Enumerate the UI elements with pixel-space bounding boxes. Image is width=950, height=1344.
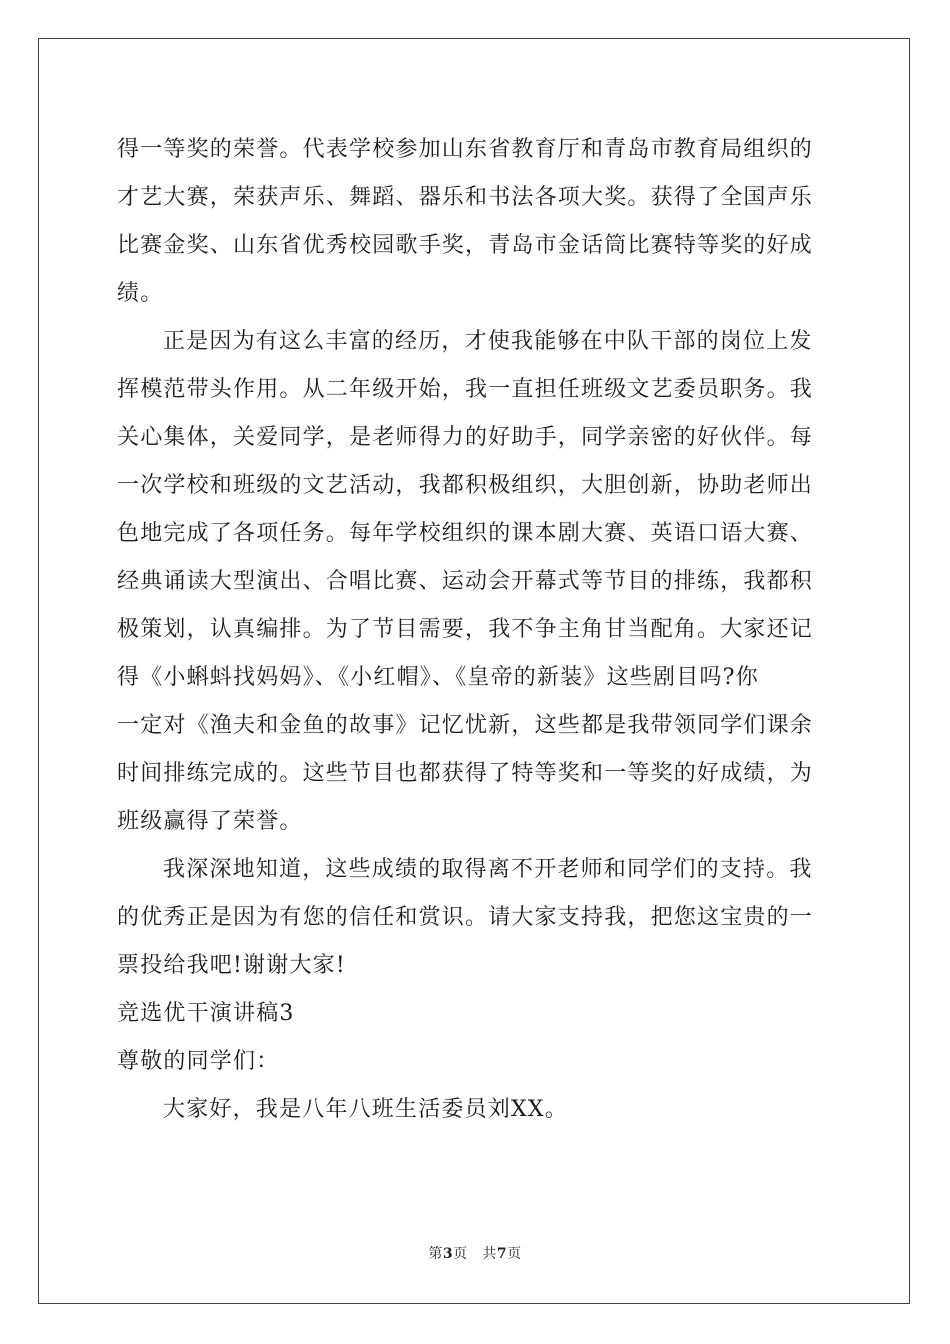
text-line: 的优秀正是因为有您的信任和赏识。请大家支持我，把您这宝贵的一 xyxy=(117,905,814,930)
text-line: 挥模范带头作用。从二年级开始，我一直担任班级文艺委员职务。我 xyxy=(117,377,814,402)
paragraph-2 xyxy=(117,318,833,846)
page-number: 3 xyxy=(442,1246,454,1262)
paragraph-1 xyxy=(117,126,833,318)
text-line: 绩。 xyxy=(117,281,164,306)
salutation: 尊敬的同学们： xyxy=(117,1049,280,1074)
text-line: 经典诵读大型演出、合唱比赛、运动会开幕式等节目的排练，我都积 xyxy=(117,569,814,594)
section-title: 竞选优干演讲稿3 xyxy=(117,1001,295,1026)
total-prefix: 共 xyxy=(482,1246,497,1262)
text-line: 一次学校和班级的文艺活动，我都积极组织，大胆创新，协助老师出 xyxy=(117,473,814,498)
total-pages: 7 xyxy=(496,1246,508,1262)
total-suffix: 页 xyxy=(507,1246,522,1262)
greeting: 大家好，我是八年八班生活委员刘XX。 xyxy=(163,1097,568,1122)
text-line: 得一等奖的荣誉。代表学校参加山东省教育厅和青岛市教育局组织的 xyxy=(117,137,814,162)
text-line: 班级赢得了荣誉。 xyxy=(117,809,303,834)
text-line: 极策划，认真编排。为了节目需要，我不争主角甘当配角。大家还记 xyxy=(117,617,814,642)
text-line: 我深深地知道，这些成绩的取得离不开老师和同学们的支持。我 xyxy=(163,857,813,882)
text-line: 票投给我吧!谢谢大家! xyxy=(117,953,346,978)
text-line: 得《小蝌蚪找妈妈》、《小红帽》、《皇帝的新装》这些剧目吗?你 xyxy=(117,665,759,690)
text-line: 才艺大赛，荣获声乐、舞蹈、器乐和书法各项大奖。获得了全国声乐 xyxy=(117,185,814,210)
text-line: 色地完成了各项任务。每年学校组织的课本剧大赛、英语口语大赛、 xyxy=(117,521,814,546)
text-line: 一定对《渔夫和金鱼的故事》记忆忧新，这些都是我带领同学们课余 xyxy=(117,713,814,738)
text-line: 比赛金奖、山东省优秀校园歌手奖，青岛市金话筒比赛特等奖的好成 xyxy=(117,233,814,258)
page-suffix: 页 xyxy=(453,1246,468,1262)
document-body xyxy=(117,126,833,1134)
text-line: 时间排练完成的。这些节目也都获得了特等奖和一等奖的好成绩，为 xyxy=(117,761,814,786)
text-line: 关心集体，关爱同学，是老师得力的好助手，同学亲密的好伙伴。每 xyxy=(117,425,814,450)
page-prefix: 第 xyxy=(428,1246,443,1262)
text-line: 正是因为有这么丰富的经历，才使我能够在中队干部的岗位上发 xyxy=(163,329,813,354)
paragraph-3 xyxy=(117,846,833,990)
page-footer xyxy=(0,1243,950,1263)
